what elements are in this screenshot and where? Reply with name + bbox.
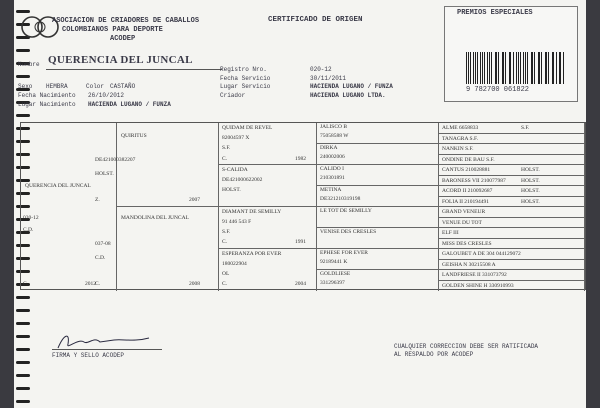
grandsire-1-c: C. [222, 156, 228, 162]
criador-label: Criador [220, 92, 246, 99]
g4-cell [439, 134, 585, 145]
barcode-bar [538, 52, 539, 84]
dam-cell [95, 207, 219, 291]
g4-cell [439, 270, 585, 281]
g4-name: CANTUS 210028881 [442, 167, 491, 173]
org-name-line2: COLOMBIANOS PARA DEPORTE [62, 26, 163, 34]
granddam-1-cell [219, 165, 317, 207]
g4-name: NANKIN S.F. [442, 146, 474, 152]
grandsire-1-registro: 82004597 X [222, 135, 250, 141]
registro-label: Registro Nro. [220, 66, 267, 73]
spiral-ring [16, 400, 30, 403]
g4-cell [439, 176, 585, 187]
spiral-ring [16, 335, 30, 338]
g4-name: TANAGRA S.F. [442, 135, 478, 142]
ggp-name: METINA [320, 187, 342, 193]
registro-value: 020-12 [310, 66, 332, 73]
granddam-2-cell [219, 249, 317, 291]
criador-value: HACIENDA LUGANO LTDA. [310, 92, 386, 99]
document-title: CERTIFICADO DE ORIGEN [268, 16, 363, 24]
ggp-cell [317, 144, 439, 165]
spiral-ring [16, 361, 30, 364]
barcode-number: 9 782700 061822 [466, 86, 530, 94]
ggp-registro: DE321210319198 [320, 196, 361, 202]
dam-year: 2008 [189, 281, 200, 287]
granddam-1-registro: DE421000622002 [222, 177, 263, 183]
ggp-name: DIRKA [320, 145, 338, 151]
g4-cell [439, 260, 585, 271]
g4-name: ONDINE DE BAU S.F. [442, 156, 495, 163]
lugar-nacimiento-label: Lugar Nacimiento [18, 101, 76, 108]
spiral-ring [16, 322, 30, 325]
fecha-servicio-value: 30/11/2011 [310, 75, 347, 82]
g4-name: LANDFRIESE II 331073792 [442, 272, 507, 278]
spiral-ring [16, 296, 30, 299]
barcode-bar [563, 52, 564, 84]
subject-name: QUERENCIA DEL JUNCAL [25, 183, 91, 189]
granddam-1-breed: HOLST. [222, 187, 241, 193]
ggp-cell [317, 270, 439, 291]
grandsire-2-cell [219, 207, 317, 249]
g4-name: ALME 6658833 [442, 125, 479, 131]
spiral-ring [16, 114, 30, 117]
g4-cell [439, 186, 585, 197]
barcode-icon [466, 52, 566, 84]
ggp-cell [317, 123, 439, 144]
subject-registro: 020-12 [23, 215, 39, 221]
g4-name: VENUE DU TOT [442, 219, 482, 226]
g4-cell [439, 207, 585, 218]
barcode-bar [510, 52, 511, 84]
barcode-bar [546, 52, 547, 84]
g4-cell [439, 239, 585, 250]
spiral-ring [16, 309, 30, 312]
sire-year: 2007 [189, 197, 200, 203]
org-name-line3: ACODEP [110, 35, 136, 43]
grandsire-2-name: DIAMANT DE SEMILLY [222, 209, 282, 215]
g4-cell [439, 144, 585, 155]
spiral-ring [16, 348, 30, 351]
g4-name: GRAND VENEUR [442, 209, 486, 215]
sire-breed: HOLST. [95, 171, 114, 177]
certificate-page [14, 0, 586, 408]
g4-cell [439, 197, 585, 208]
horse-name: QUERENCIA DEL JUNCAL [48, 54, 193, 66]
grandsire-2-c: C. [222, 239, 228, 245]
ggp-registro: 331296397 [320, 280, 345, 286]
lugar-nacimiento-value: HACIENDA LUGANO / FUNZA [88, 101, 171, 108]
g4-suffix: HOLST. [521, 198, 540, 205]
ggp-registro: 75058588 W [320, 133, 349, 139]
barcode-bar [498, 52, 499, 84]
ggp-name: EPHESE FOR EVER [320, 250, 368, 256]
barcode-bar [473, 52, 474, 84]
name-label: Nombre [18, 61, 40, 68]
granddam-2-registro: 180022904 [222, 261, 247, 267]
ggp-cell [317, 228, 439, 249]
grandsire-2-year: 1991 [295, 239, 306, 245]
barcode-bar [523, 52, 524, 84]
g4-name: FOLIA II 210194491 [442, 198, 490, 205]
spiral-ring [16, 374, 30, 377]
subject-c: C. [23, 281, 29, 287]
g4-cell [439, 281, 585, 292]
barcode-bar [513, 52, 514, 84]
g4-cell [439, 218, 585, 229]
pedigree-table [20, 122, 586, 290]
g4-name: MISS DES CRESLES [442, 240, 492, 247]
ggp-registro: 210301891 [320, 175, 345, 181]
g4-name: GALOUBET A DE 304 044129072 [442, 251, 521, 257]
dam-name: MANDOLINA DEL JUNCAL [121, 215, 189, 221]
ggp-registro: 240002006 [320, 154, 345, 160]
ggp-name: LE TOT DE SEMILLY [320, 208, 372, 214]
fecha-nacimiento-label: Fecha Nacimiento [18, 92, 76, 99]
ggp-registro: 92189441 K [320, 259, 348, 265]
g4-suffix: HOLST. [521, 167, 540, 173]
g4-cell [439, 155, 585, 166]
dam-cd: C.D. [95, 255, 106, 261]
org-name-line1: ASOCIACION DE CRIADORES DE CABALLOS [52, 17, 200, 25]
barcode-bar [534, 52, 535, 84]
barcode-bar [556, 52, 557, 84]
ggp-name: VENISE DES CRESLES [320, 229, 377, 235]
fecha-nacimiento-value: 26/10/2012 [88, 92, 125, 99]
subject-cell [21, 123, 117, 291]
g4-suffix: HOLST. [521, 177, 540, 184]
barcode-bar [466, 52, 467, 84]
lugar-servicio-label: Lugar Servicio [220, 83, 271, 90]
granddam-2-c: C. [222, 281, 228, 287]
sexo-value: HEMBRA [46, 83, 68, 90]
g4-name: GEISHA N 30215508 A [442, 261, 496, 268]
barcode-bar [505, 52, 506, 84]
barcode-bar [548, 52, 549, 84]
g4-suffix: HOLST. [521, 188, 540, 194]
name-underline [46, 69, 222, 70]
premios-especiales-label: PREMIOS ESPECIALES [457, 9, 533, 17]
ggp-name: JALISCO B [320, 124, 348, 130]
g4-cell [439, 249, 585, 260]
color-label: Color [86, 83, 105, 90]
g4-cell [439, 165, 585, 176]
ggp-cell [317, 249, 439, 270]
correction-note-line1: CUALQUIER CORRECCION DEBE SER RATIFICADA [394, 343, 539, 350]
signature-label: FIRMA Y SELLO ACODEP [52, 352, 125, 359]
ggp-cell [317, 186, 439, 207]
granddam-2-year: 2004 [295, 281, 306, 287]
spiral-ring [16, 387, 30, 390]
grandsire-2-registro: 91 446 543 F [222, 219, 252, 225]
ggp-name: CALIDO I [320, 166, 344, 172]
barcode-bar [527, 52, 528, 84]
grandsire-1-sf: S.F. [222, 145, 231, 151]
barcode-bar [475, 52, 476, 84]
barcode-bar [484, 52, 485, 84]
grandsire-1-name: QUIDAM DE REVEL [222, 125, 273, 131]
sire-z: Z. [95, 197, 100, 203]
fecha-servicio-label: Fecha Servicio [220, 75, 271, 82]
ggp-cell [317, 165, 439, 186]
sire-registro: DE421000382207 [95, 157, 136, 163]
spiral-ring [16, 75, 30, 78]
dam-c: C. [95, 281, 101, 287]
g4-cell [439, 123, 585, 134]
sexo-label: Sexo [18, 83, 33, 90]
granddam-1-name: S-CALIDA [222, 167, 248, 173]
grandsire-1-cell [219, 123, 317, 165]
correction-note-line2: AL RESPALDO POR ACODEP [394, 351, 474, 358]
lugar-servicio-value: HACIENDA LUGANO / FUNZA [310, 83, 393, 90]
ggp-cell [317, 207, 439, 228]
g4-name: GOLDEN SHINE H 330910993 [442, 282, 514, 289]
grandsire-1-year: 1982 [295, 156, 306, 162]
color-value: CASTAÑO [110, 83, 136, 90]
spiral-ring [16, 49, 30, 52]
grandsire-2-sf: S.F. [222, 229, 231, 235]
barcode-bar [491, 52, 492, 84]
granddam-2-ol: OL [222, 271, 230, 277]
sire-name: QUIRITUS [121, 133, 147, 139]
g4-name: ELF III [442, 230, 459, 236]
subject-year: 2012 [85, 281, 96, 287]
g4-name: ACORD II 210092687 [442, 188, 493, 194]
dam-registro: 037-08 [95, 241, 111, 247]
subject-cd: C.D. [23, 227, 34, 233]
g4-name: BARONESS VII 210077987 [442, 177, 506, 184]
barcode-bar [487, 52, 488, 84]
g4-suffix: S.F. [521, 125, 530, 131]
ggp-name: GOLDLIESE [320, 271, 351, 277]
sire-cell [95, 123, 219, 207]
g4-cell [439, 228, 585, 239]
spiral-ring [16, 10, 30, 13]
granddam-2-name: ESPERANZA POR EVER [222, 251, 282, 257]
signature-line [52, 349, 162, 350]
